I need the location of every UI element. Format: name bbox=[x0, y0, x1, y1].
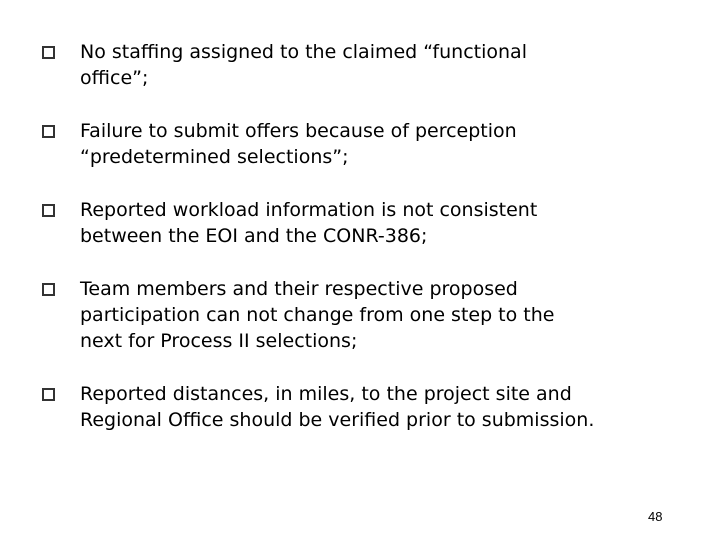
bullet-text: Reported distances, in miles, to the project site and Regional Office should be verified prior to submission. bbox=[80, 383, 595, 431]
list-item bbox=[42, 118, 692, 170]
list-item bbox=[42, 276, 692, 354]
hollow-square-bullet-icon bbox=[42, 125, 55, 138]
bullet-text: No staffing assigned to the claimed “functional office”; bbox=[80, 41, 527, 89]
hollow-square-bullet-icon bbox=[42, 283, 55, 296]
page-number: 48 bbox=[648, 509, 663, 524]
bullet-text: Failure to submit offers because of perception “predetermined selections”; bbox=[80, 120, 517, 168]
list-item bbox=[42, 39, 692, 91]
bullet-text: Reported workload information is not consistent between the EOI and the CONR-386; bbox=[80, 199, 538, 247]
hollow-square-bullet-icon bbox=[42, 204, 55, 217]
hollow-square-bullet-icon bbox=[42, 46, 55, 59]
list-item bbox=[42, 197, 692, 249]
bullet-text: Team members and their respective proposed participation can not change from one step to the next for Process II selections; bbox=[80, 278, 555, 352]
hollow-square-bullet-icon bbox=[42, 388, 55, 401]
list-item bbox=[42, 381, 692, 433]
bullet-list bbox=[42, 39, 692, 460]
